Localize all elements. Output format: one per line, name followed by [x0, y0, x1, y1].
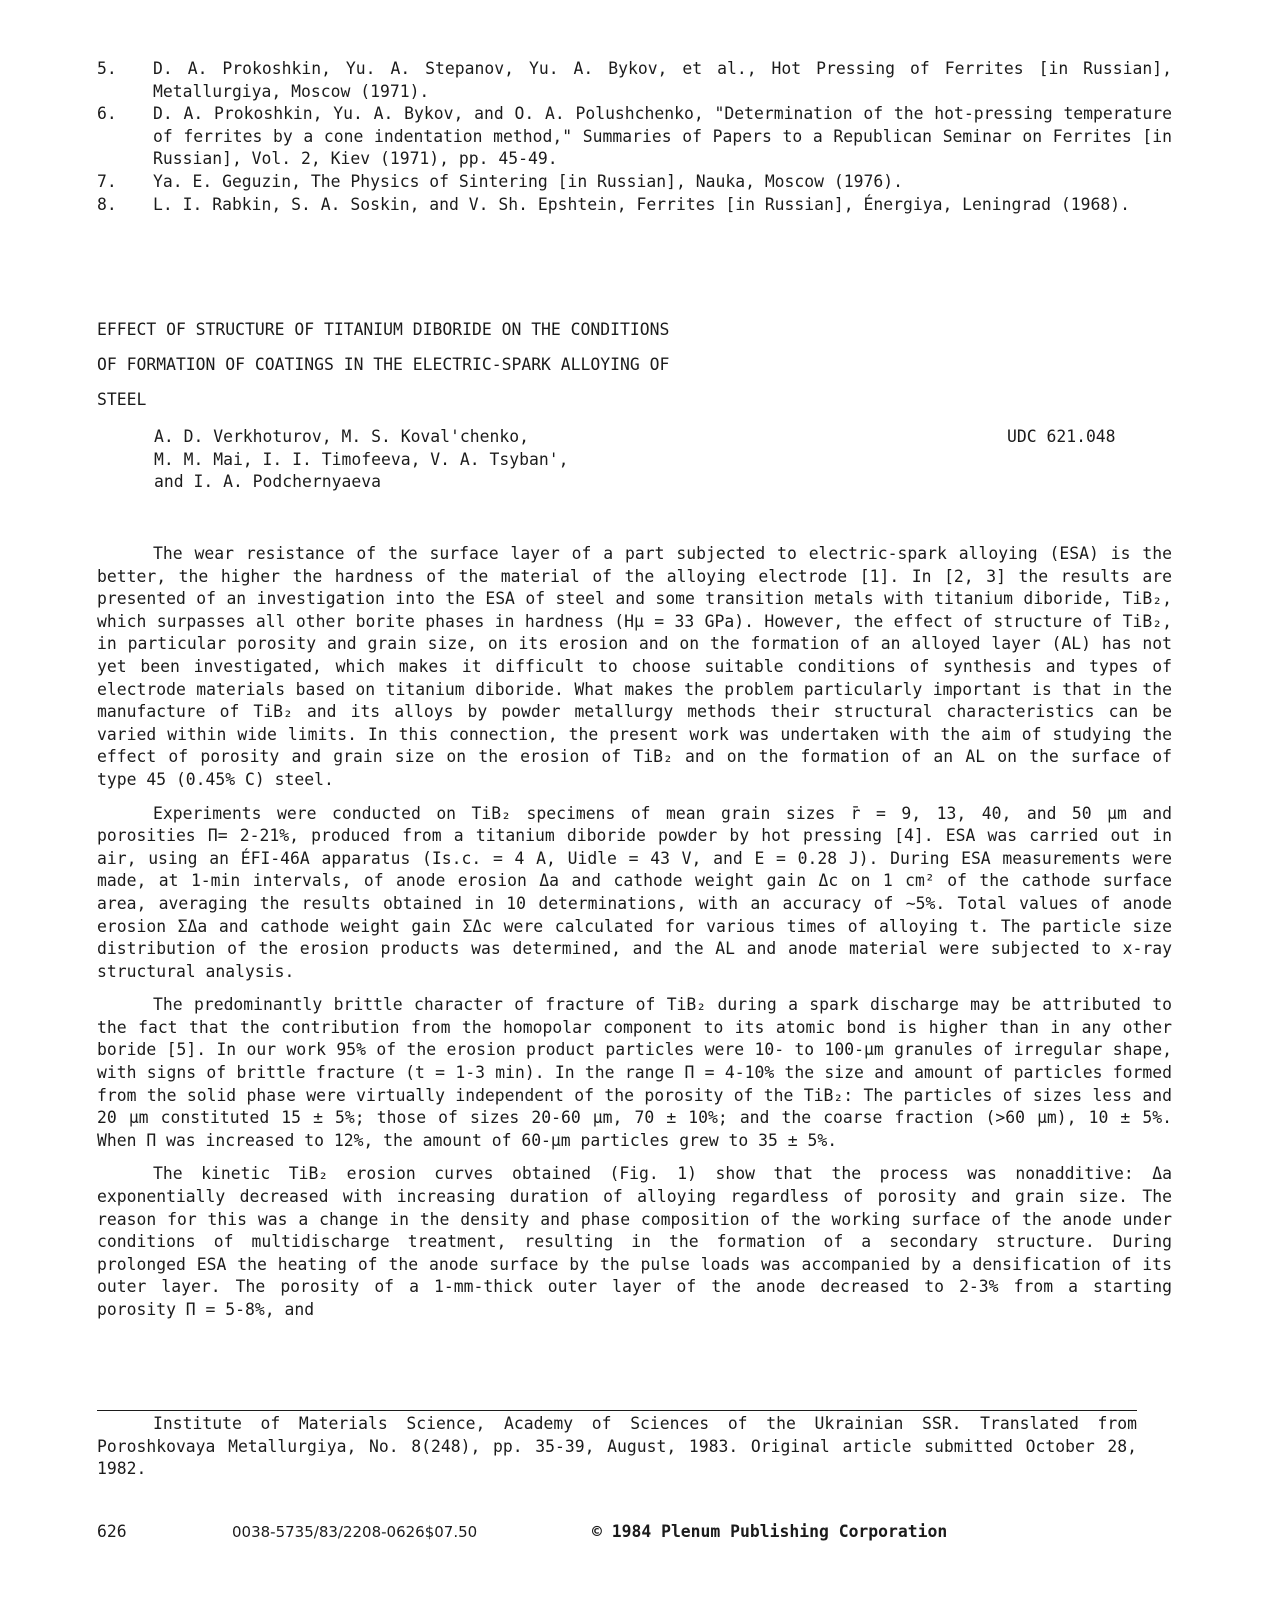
affiliation-footnote: Institute of Materials Science, Academy of Sciences of the Ukrainian SSR. Translated from Poroshkovaya Metallurgiya, No. 8(248), pp. 35-39, August, 1983. Original article submitted October 28, 1982. [97, 1414, 1137, 1479]
reference-text: Ya. E. Geguzin, The Physics of Sintering [in Russian], Nauka, Moscow (1976). [153, 171, 903, 191]
udc-code: UDC 621.048 [1007, 427, 1116, 446]
author-line: M. M. Mai, I. I. Timofeeva, V. A. Tsyban', [154, 449, 569, 469]
title-line: OF FORMATION OF COATINGS IN THE ELECTRIC-SPARK ALLOYING OF [97, 355, 670, 374]
title-line: EFFECT OF STRUCTURE OF TITANIUM DIBORIDE ON THE CONDITIONS [97, 320, 670, 339]
reference-text: L. I. Rabkin, S. A. Soskin, and V. Sh. Epshtein, Ferrites [in Russian], Énergiya, Leningrad (1968). [153, 194, 1130, 214]
author-list [154, 426, 754, 494]
reference-number: 6. [97, 104, 117, 124]
article-body [97, 543, 1172, 1333]
body-paragraph: The wear resistance of the surface layer of a part subjected to electric-spark alloying (ESA) is the better, the higher the hardness of the material of the alloying electrode [1]. In [2, 3] the results are presented of an investigation into the ESA of steel and some transition metals with titanium diboride, TiB₂, which surpasses all other borite phases in hardness (Hμ = 33 GPa). However, the effect of structure of TiB₂, in particular porosity and grain size, on its erosion and on the formation of an alloyed layer (AL) has not yet been investigated, which makes it difficult to choose suitable conditions of synthesis and types of electrode materials based on titanium diboride. What makes the problem particularly important is that in the manufacture of TiB₂ and its alloys by powder metallurgy methods their structural characteristics can be varied within wide limits. In this connection, the present work was undertaken with the aim of studying the effect of porosity and grain size on the erosion of TiB₂ and on the formation of an AL on the surface of type 45 (0.45% C) steel. [97, 544, 1172, 789]
author-line: and I. A. Podchernyaeva [154, 472, 381, 492]
reference-text: D. A. Prokoshkin, Yu. A. Stepanov, Yu. A. Bykov, et al., Hot Pressing of Ferrites [in Russian], Metallurgiya, Moscow (1971). [153, 59, 1172, 101]
copyright-notice: © 1984 Plenum Publishing Corporation [592, 1522, 948, 1541]
reference-text: D. A. Prokoshkin, Yu. A. Bykov, and O. A. Polushchenko, "Determination of the hot-pressing temperature of ferrites by a cone indentation method," Summaries of Papers to a Republican Seminar on Ferrites [in Russian], Vol. 2, Kiev (1971), pp. 45-49. [153, 104, 1172, 169]
reference-number: 8. [97, 194, 117, 214]
body-paragraph: Experiments were conducted on TiB₂ specimens of mean grain sizes r̄ = 9, 13, 40, and 50 μm and porosities Π= 2-21%, produced from a titanium diboride powder by hot pressing [4]. ESA was carried out in air, using an ÉFI-46A apparatus (Is.c. = 4 A, Uidle = 43 V, and E = 0.28 J). During ESA measurements were made, at 1-min intervals, of anode erosion Δa and cathode weight gain Δc on 1 cm² of the cathode surface area, averaging the results obtained in 10 determinations, with an accuracy of ~5%. Total values of anode erosion ΣΔa and cathode weight gain ΣΔc were calculated for various times of alloying t. The particle size distribution of the erosion products was determined, and the AL and anode material were subjected to x-ray structural analysis. [97, 803, 1172, 981]
reference-item [97, 103, 1172, 171]
reference-item [97, 194, 1172, 217]
journal-code: 0038-5735/83/2208-0626$07.50 [232, 1523, 478, 1541]
reference-item [97, 171, 1172, 194]
reference-number: 5. [97, 59, 117, 78]
reference-item [97, 58, 1172, 103]
body-paragraph: The predominantly brittle character of fracture of TiB₂ during a spark discharge may be attributed to the fact that the contribution from the homopolar component to its atomic bond is higher than in any other boride [5]. In our work 95% of the erosion product particles were 10- to 100-μm granules of irregular shape, with signs of brittle fracture (t = 1-3 min). In the range Π = 4-10% the size and amount of particles formed from the solid phase were virtually independent of the porosity of the TiB₂: The particles of sizes less and 20 μm constituted 15 ± 5%; those of sizes 20-60 μm, 70 ± 10%; and the coarse fraction (>60 μm), 10 ± 5%. When Π was increased to 12%, the amount of 60-μm particles grew to 35 ± 5%. [97, 995, 1172, 1150]
author-line: A. D. Verkhoturov, M. S. Koval'chenko, [154, 427, 529, 446]
body-paragraph: The kinetic TiB₂ erosion curves obtained (Fig. 1) show that the process was nonadditive: Δa exponentially decreased with increasing duration of alloying regardless of porosity and grain size. The reason for this was a change in the density and phase composition of the working surface of the anode under conditions of multidischarge treatment, resulting in the formation of a secondary structure. During prolonged ESA the heating of the anode surface by the pulse loads was accompanied by a densification of its outer layer. The porosity of a 1-mm-thick outer layer of the anode decreased to 2-3% from a starting porosity Π = 5-8%, and [97, 1164, 1172, 1319]
reference-list [97, 58, 1172, 216]
article-title [97, 312, 797, 417]
page-number: 626 [97, 1522, 127, 1541]
title-line: STEEL [97, 390, 147, 409]
footnote-divider [97, 1410, 1137, 1411]
reference-number: 7. [97, 171, 117, 191]
